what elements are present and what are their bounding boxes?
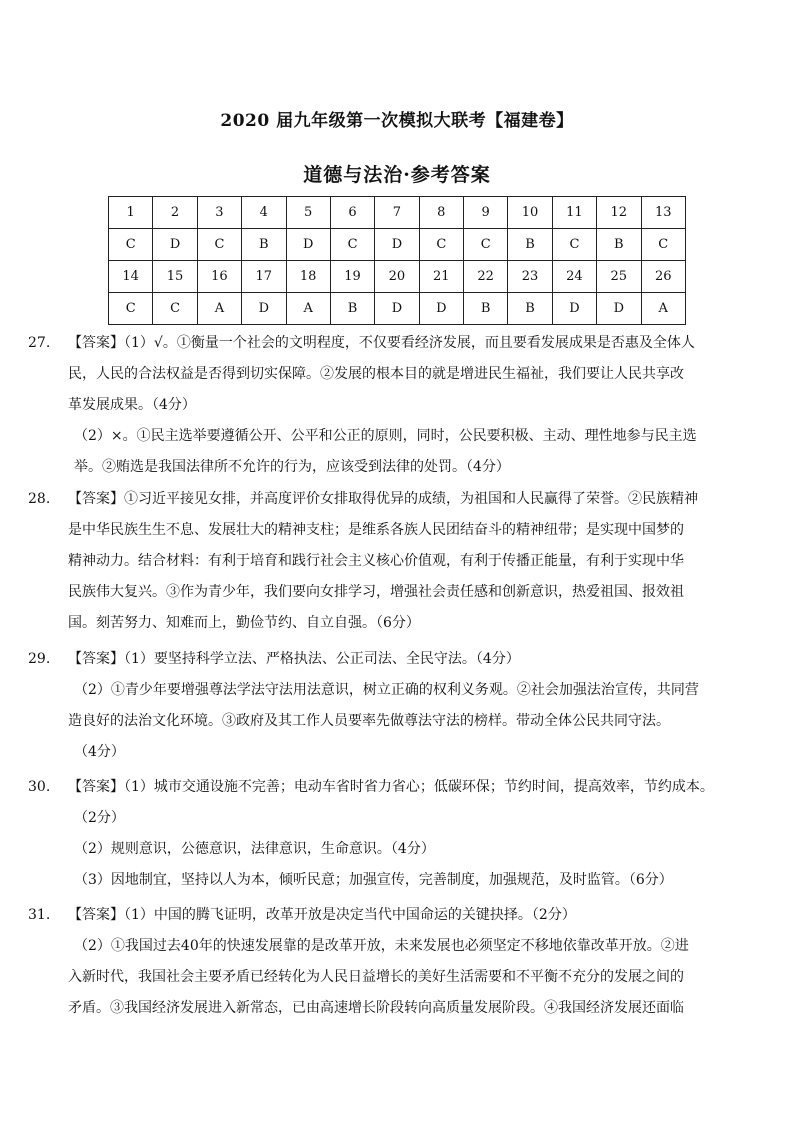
answer-letter-cell: C <box>109 293 153 325</box>
question-number-cell: 3 <box>197 197 241 229</box>
question-number: 30. <box>28 779 51 795</box>
answer-line: 民族伟大复兴。③作为青少年，我们要向女排学习，增强社会责任感和创新意识，热爱祖国、报效祖 <box>68 584 684 600</box>
answer-line: （1）√。①衡量一个社会的文明程度，不仅要看经济发展，而且要看发展成果是否惠及全体人 <box>124 335 695 351</box>
question-number-cell: 18 <box>286 261 330 293</box>
answer-table <box>108 196 686 325</box>
answer-line: 是中华民族生生不息、发展壮大的精神支柱；是维系各族人民团结奋斗的精神纽带；是实现中国梦的 <box>68 522 684 538</box>
answer-line: （2分） <box>74 810 125 826</box>
answer-line: 造良好的法治文化环境。③政府及其工作人员要率先做尊法守法的榜样。带动全体公民共同守法。 <box>68 713 670 729</box>
question-number: 27. <box>28 335 51 351</box>
question-number-cell: 22 <box>464 261 508 293</box>
question-number-cell: 17 <box>242 261 286 293</box>
answer-line: （1）城市交通设施不完善；电动车省时省力省心；低碳环保；节约时间，提高效率，节约成本。 <box>124 779 714 795</box>
question-number-cell: 4 <box>242 197 286 229</box>
question-number-cell: 2 <box>153 197 197 229</box>
question-number: 29. <box>28 651 51 667</box>
question-number: 28. <box>28 491 51 507</box>
question-number-cell: 19 <box>330 261 374 293</box>
question-number: 31. <box>28 907 51 923</box>
question-28 <box>28 484 748 639</box>
question-number-row <box>109 261 686 293</box>
answer-letter-cell: C <box>109 229 153 261</box>
answer-line: （2）①青少年要增强尊法学法守法用法意识，树立正确的权利义务观。②社会加强法治宣传，共同营 <box>74 682 699 698</box>
question-number-cell: 15 <box>153 261 197 293</box>
question-31 <box>28 900 748 1024</box>
answer-letter-cell: B <box>464 293 508 325</box>
answer-line: 矛盾。③我国经济发展进入新常态，已由高速增长阶段转向高质量发展阶段。④我国经济发展还面临 <box>68 1000 684 1016</box>
question-30 <box>28 772 748 896</box>
question-number-cell: 21 <box>419 261 463 293</box>
answer-letter-cell: D <box>375 293 419 325</box>
answer-line: （4分） <box>74 744 125 760</box>
answer-letter-row <box>109 293 686 325</box>
answer-line: ①习近平接见女排，并高度评价女排取得优异的成绩，为祖国和人民赢得了荣誉。②民族精神 <box>124 491 698 507</box>
answer-tag: 【答案】 <box>68 651 124 667</box>
answer-tag: 【答案】 <box>68 907 124 923</box>
answer-line: 国。刻苦努力、知难而上，勤俭节约、自立自强。（6分） <box>68 615 420 631</box>
answer-tag: 【答案】 <box>68 491 124 507</box>
answer-letter-cell: A <box>641 293 686 325</box>
document-title: 2020 届九年级第一次模拟大联考【福建卷】 <box>220 111 574 131</box>
answer-letter-cell: C <box>464 229 508 261</box>
answer-letter-cell: B <box>330 293 374 325</box>
answer-letter-cell: C <box>153 293 197 325</box>
answer-letter-cell: C <box>552 229 596 261</box>
question-number-cell: 7 <box>375 197 419 229</box>
answer-letter-row <box>109 229 686 261</box>
answer-tag: 【答案】 <box>68 779 124 795</box>
answer-line: （3）因地制宜，坚持以人为本，倾听民意；加强宣传，完善制度，加强规范，及时监管。（6分） <box>74 872 673 888</box>
answer-line: 革发展成果。（4分） <box>68 397 196 413</box>
answer-line: 精神动力。结合材料：有利于培育和践行社会主义核心价值观，有利于传播正能量，有利于实现中华 <box>68 553 684 569</box>
answer-line: （2）规则意识，公德意识，法律意识，生命意识。（4分） <box>74 841 435 857</box>
answer-letter-cell: C <box>330 229 374 261</box>
answer-line: （1）中国的腾飞证明，改革开放是决定当代中国命运的关键抉择。（2分） <box>124 907 576 923</box>
answer-letter-cell: C <box>641 229 686 261</box>
answer-line: （2）×。①民主选举要遵循公开、公平和公正的原则，同时，公民要积极、主动、理性地参与民主选 <box>74 428 697 444</box>
answer-tag: 【答案】 <box>68 335 124 351</box>
question-number-row <box>109 197 686 229</box>
question-number-cell: 9 <box>464 197 508 229</box>
answer-letter-cell: B <box>242 229 286 261</box>
answer-letter-cell: C <box>197 229 241 261</box>
answer-letter-cell: B <box>597 229 641 261</box>
question-number-cell: 14 <box>109 261 153 293</box>
answer-letter-cell: B <box>508 229 552 261</box>
answer-letter-cell: D <box>597 293 641 325</box>
answer-line: 民，人民的合法权益是否得到切实保障。②发展的根本目的就是增进民生福祉，我们要让人民共享改 <box>68 366 684 382</box>
answer-letter-cell: D <box>153 229 197 261</box>
question-number-cell: 1 <box>109 197 153 229</box>
answer-letter-cell: D <box>419 293 463 325</box>
answer-line: 举。②贿选是我国法律所不允许的行为，应该受到法律的处罚。（4分） <box>74 459 510 475</box>
question-number-cell: 23 <box>508 261 552 293</box>
answer-letter-cell: D <box>286 229 330 261</box>
answer-letter-cell: A <box>197 293 241 325</box>
question-number-cell: 11 <box>552 197 596 229</box>
answer-line: 入新时代，我国社会主要矛盾已经转化为人民日益增长的美好生活需要和不平衡不充分的发展之间的 <box>68 969 684 985</box>
question-number-cell: 5 <box>286 197 330 229</box>
question-27 <box>28 328 748 483</box>
answer-letter-cell: B <box>508 293 552 325</box>
question-29 <box>28 644 748 768</box>
document-subtitle: 道德与法治·参考答案 <box>303 164 491 186</box>
question-number-cell: 6 <box>330 197 374 229</box>
answer-line: （2）①我国过去40年的快速发展靠的是改革开放，未来发展也必须坚定不移地依靠改革开放。②进 <box>74 938 689 954</box>
question-number-cell: 25 <box>597 261 641 293</box>
answer-line: （1）要坚持科学立法、严格执法、公正司法、全民守法。（4分） <box>124 651 520 667</box>
question-number-cell: 12 <box>597 197 641 229</box>
answer-letter-cell: A <box>286 293 330 325</box>
answer-letter-cell: D <box>242 293 286 325</box>
question-number-cell: 10 <box>508 197 552 229</box>
answer-letter-cell: D <box>552 293 596 325</box>
answer-letter-cell: D <box>375 229 419 261</box>
question-number-cell: 16 <box>197 261 241 293</box>
answer-letter-cell: C <box>419 229 463 261</box>
question-number-cell: 8 <box>419 197 463 229</box>
question-number-cell: 26 <box>641 261 686 293</box>
question-number-cell: 13 <box>641 197 686 229</box>
question-number-cell: 20 <box>375 261 419 293</box>
question-number-cell: 24 <box>552 261 596 293</box>
